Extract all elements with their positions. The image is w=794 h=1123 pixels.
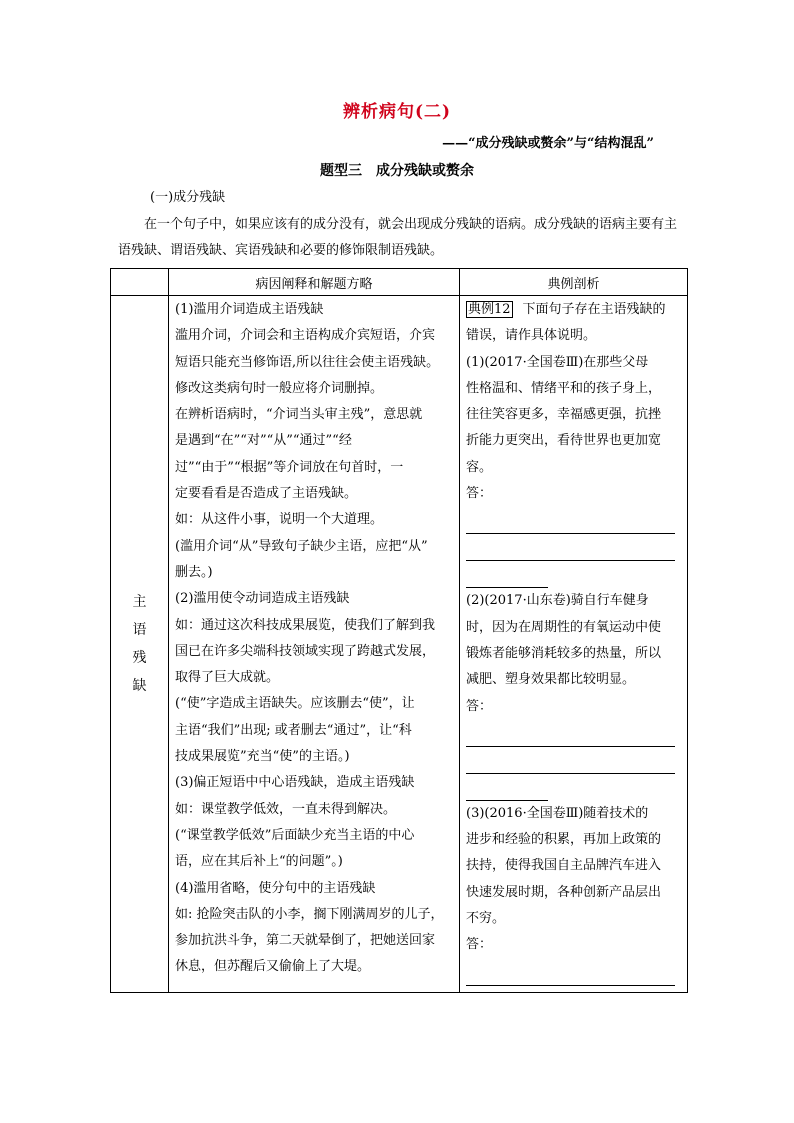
explanation-line: (2)滥用使令动词造成主语残缺 [175,591,350,607]
answer-blank[interactable] [466,774,548,801]
explanation-line: 滥用介词，介词会和主语构成介宾短语，介宾 [175,328,436,344]
question-1-line: 性格温和、情绪平和的孩子身上， [466,380,662,396]
example-lead-rest: 错误，请作具体说明。 [466,328,597,344]
explanation-line: 是遇到“在”“对”“从”“通过”“经 [175,433,352,449]
explanation-line: 如：通过这次科技成果展览，使我们了解到我 [175,617,436,633]
explanation-line: 休息，但苏醒后又偷偷上了大堤。 [175,959,371,975]
document-title: 辨析病句(二) [342,102,452,122]
header-cell-explanation: 病因阐释和解题方略 [169,269,460,296]
explanation-line: 如：从这件小事，说明一个大道理。 [175,512,384,528]
example-lead: 下面句子存在主语残缺的 [522,302,666,317]
row-label-subject-missing [111,296,169,993]
question-3-line: 快速发展时期，各种创新产品层出 [466,884,662,900]
answer-blank[interactable] [466,959,675,986]
example-intro [466,297,681,323]
question-2-line: 减肥、塑身效果都比较明显。 [466,672,636,688]
answer-blank[interactable] [466,720,675,747]
explanation-line: (4)滥用省略，使分句中的主语残缺 [175,880,376,896]
explanation-line: (“课堂教学低效”后面缺少充当主语的中心 [175,827,415,843]
explanation-line: 语，应在其后补上“的问题”。) [175,854,343,870]
question-2-line: 时，因为在周期性的有氧运动中使 [466,619,662,635]
question-2-line: (2)(2017·山东卷)骑自行车健身 [466,593,649,609]
explanation-line: 修改这类病句时一般应将介词删掉。 [175,380,384,396]
explanation-line: 过”“由于”“根据”等介词放在句首时，一 [175,459,404,475]
explanation-line: 短语只能充当修饰语,所以往往会使主语残缺。 [175,354,440,370]
answer-label: 答： [466,698,493,714]
question-1-line: 往往笑容更多，幸福感更强，抗挫 [466,407,662,423]
row-label-char: 残 [132,649,147,666]
answer-blank[interactable] [466,534,675,561]
section-heading: 题型三 成分残缺或赘余 [320,163,474,179]
answer-blank[interactable] [466,507,675,534]
explanation-line: 取得了巨大成就。 [175,670,280,686]
table-row [111,296,688,993]
explanation-line: 在辨析语病时，“介词当头审主残”，意思就 [175,407,423,423]
explanation-table [110,268,688,993]
question-3-line: (3)(2016·全国卷Ⅲ)随着技术的 [466,805,649,821]
explanation-line: 定要看看是否造成了主语残缺。 [175,486,358,502]
row-label-char: 主 [132,593,147,610]
question-1-line: (1)(2017·全国卷Ⅲ)在那些父母 [466,354,649,370]
header-cell-empty [111,269,169,296]
explanation-line: 技成果展览”充当“使”的主语。) [175,749,350,765]
answer-blank[interactable] [466,747,675,774]
explanation-line: (“使”字造成主语缺失。应该删去“使”，让 [175,696,415,712]
explanation-line: (1)滥用介词造成主语残缺 [175,302,324,317]
explanation-line: 如: 抢险突击队的小李，搁下刚满周岁的儿子， [175,906,444,922]
question-2-line: 锻炼者能够消耗较多的热量，所以 [466,645,662,661]
examples-cell [460,296,688,993]
question-3-line: 进步和经验的积累，再加上政策的 [466,832,662,848]
explanation-line: 主语“我们”出现; 或者删去“通过”，让“科 [175,722,412,738]
table-header-row [111,269,688,296]
document-subtitle: ——“成分残缺或赘余”与“结构混乱” [442,136,654,151]
answer-label: 答： [466,486,493,502]
question-3-line: 不穷。 [466,911,506,927]
explanation-line: (3)偏正短语中中心语残缺，造成主语残缺 [175,775,415,791]
explanation-cell [169,296,460,993]
row-label-char: 语 [132,621,147,638]
intro-paragraph: 在一个句子中，如果应该有的成分没有，就会出现成分残缺的语病。成分残缺的语病主要有主语残缺、谓语残缺、宾语残缺和必要的修饰限制语残缺。 [118,217,678,258]
row-label-char: 缺 [132,677,147,694]
explanation-line: 删去。) [175,564,213,580]
header-cell-examples: 典例剖析 [460,269,688,296]
explanation-line: (滥用介词“从”导致句子缺少主语，应把“从” [175,538,428,554]
answer-label: 答： [466,937,493,953]
explanation-line: 国已在许多尖端科技领域实现了跨越式发展， [175,643,436,659]
sub-section-heading: (一)成分残缺 [150,190,226,205]
question-1-line: 容。 [466,459,493,475]
question-1-line: 折能力更突出，看待世界也更加宽 [466,433,662,449]
question-3-line: 扶持，使得我国自主品牌汽车进入 [466,858,662,874]
explanation-line: 如：课堂教学低效，一直未得到解决。 [175,801,397,817]
explanation-line: 参加抗洪斗争，第二天就晕倒了，把她送回家 [175,933,436,949]
example-tag: 典例12 [468,302,511,317]
answer-blank[interactable] [466,561,548,588]
